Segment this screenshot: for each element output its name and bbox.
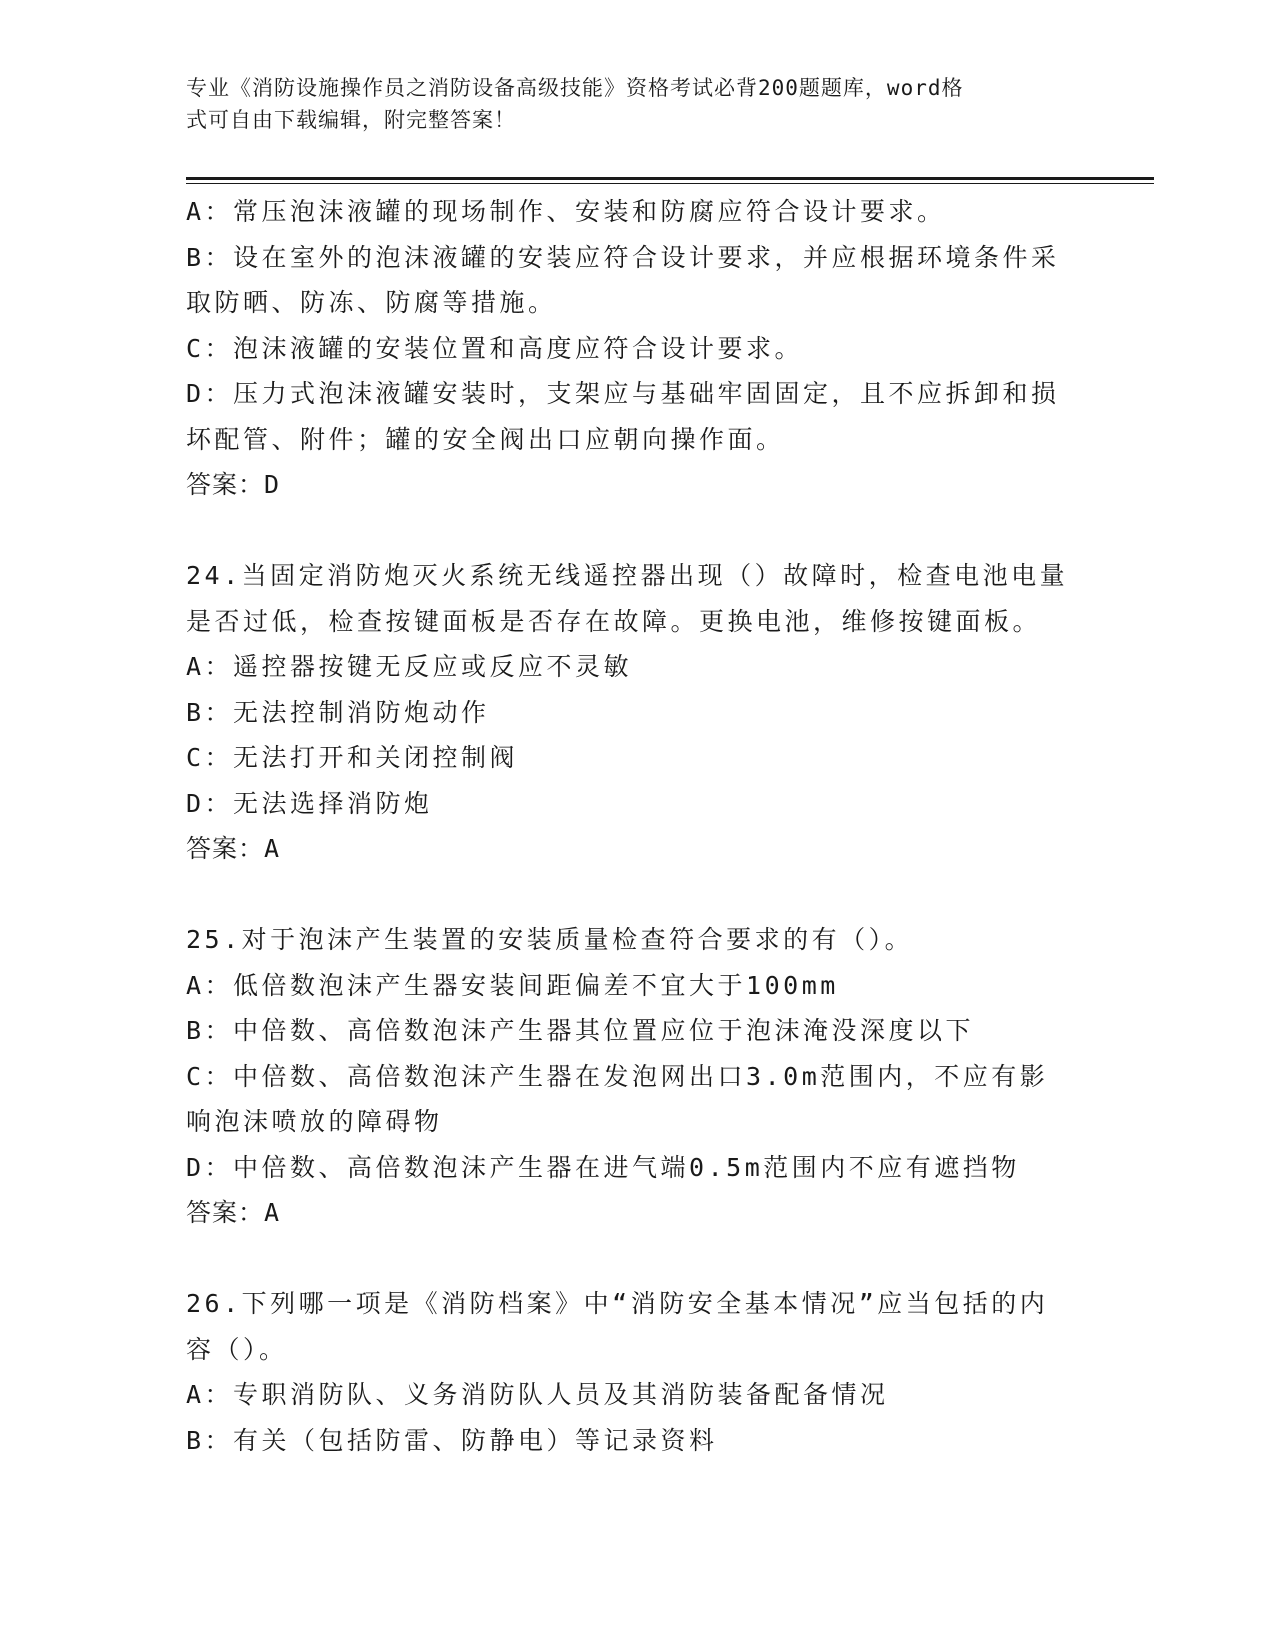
question-text-continued: 是否过低，检查按键面板是否存在故障。更换电池，维修按键面板。 — [186, 606, 1042, 636]
option-a: A：低倍数泡沫产生器安装间距偏差不宜大于100mm — [186, 970, 839, 1000]
header-divider-thick — [186, 177, 1154, 180]
question-list — [186, 189, 1076, 1463]
spacer — [186, 872, 1076, 918]
option-b: B：中倍数、高倍数泡沫产生器其位置应位于泡沫淹没深度以下 — [186, 1016, 975, 1045]
answer: 答案：D — [186, 470, 281, 499]
question-text: 26.下列哪一项是《消防档案》中“消防安全基本情况”应当包括的内 — [186, 1289, 1049, 1318]
option-d: D：无法选择消防炮 — [186, 788, 433, 818]
answer: 答案：A — [186, 834, 281, 863]
spacer — [186, 1236, 1076, 1282]
header-line-2: 式可自由下载编辑，附完整答案！ — [186, 108, 516, 132]
question-text: 24.当固定消防炮灭火系统无线遥控器出现（）故障时，检查电池电量 — [186, 561, 1069, 590]
option-b-continued: 取防晒、防冻、防腐等措施。 — [186, 288, 557, 317]
option-b: B：有关（包括防雷、防静电）等记录资料 — [186, 1425, 718, 1455]
option-a: A：遥控器按键无反应或反应不灵敏 — [186, 652, 633, 681]
question-text-continued: 容（）。 — [186, 1334, 288, 1364]
option-a: A：常压泡沫液罐的现场制作、安装和防腐应符合设计要求。 — [186, 197, 946, 226]
question-23-block — [186, 189, 1076, 508]
answer: 答案：A — [186, 1198, 281, 1227]
header-divider-thin — [186, 183, 1154, 184]
option-d: D：压力式泡沫液罐安装时，支架应与基础牢固固定，且不应拆卸和损 — [186, 379, 1060, 408]
option-b: B：设在室外的泡沫液罐的安装应符合设计要求，并应根据环境条件采 — [186, 242, 1060, 272]
option-c-continued: 响泡沫喷放的障碍物 — [186, 1107, 443, 1136]
question-text: 25.对于泡沫产生装置的安装质量检查符合要求的有（）。 — [186, 925, 914, 954]
header-line-1: 专业《消防设施操作员之消防设备高级技能》资格考试必背200题题库，word格 — [186, 76, 964, 100]
question-26-block — [186, 1281, 1076, 1463]
option-c: C：中倍数、高倍数泡沫产生器在发泡网出口3.0m范围内，不应有影 — [186, 1061, 1049, 1091]
page-header — [186, 72, 1066, 136]
question-25-block — [186, 917, 1076, 1236]
option-c: C：泡沫液罐的安装位置和高度应符合设计要求。 — [186, 333, 804, 363]
option-b: B：无法控制消防炮动作 — [186, 697, 490, 727]
option-d: D：中倍数、高倍数泡沫产生器在进气端0.5m范围内不应有遮挡物 — [186, 1152, 1020, 1182]
option-a: A：专职消防队、义务消防队人员及其消防装备配备情况 — [186, 1380, 889, 1409]
question-24-block — [186, 553, 1076, 872]
spacer — [186, 508, 1076, 554]
option-c: C：无法打开和关闭控制阀 — [186, 743, 519, 772]
option-d-continued: 坏配管、附件；罐的安全阀出口应朝向操作面。 — [186, 424, 785, 454]
